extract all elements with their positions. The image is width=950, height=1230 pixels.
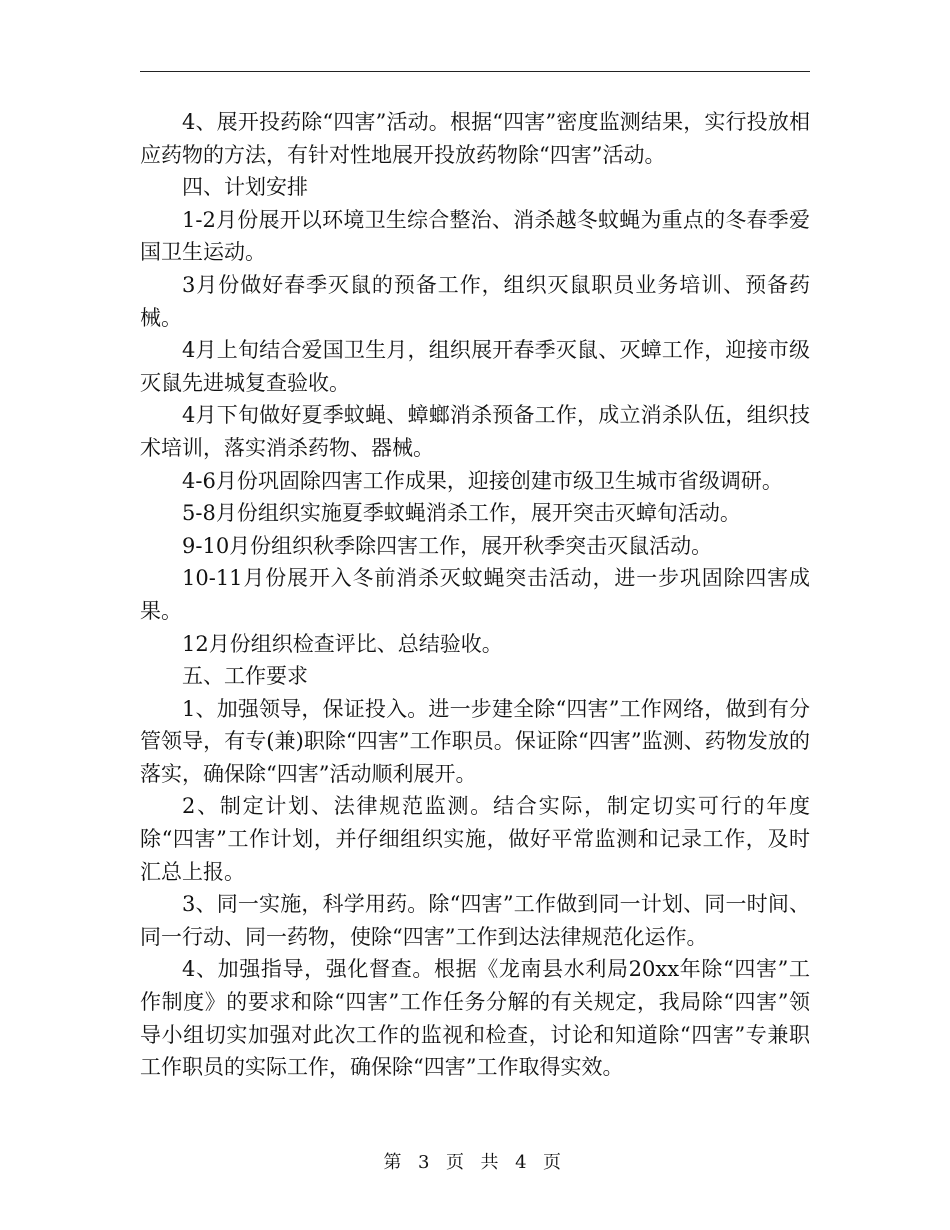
section-heading-requirements: 五、工作要求 (182, 664, 308, 689)
paragraph-1: 4、展开投药除“四害”活动。根据“四害”密度监测结果，实行投放相应药物的方法，有针对性地展开投放药物除“四害”活动。 (140, 110, 810, 167)
paragraph-5: 4月上旬结合爱国卫生月，组织展开春季灭鼠、灭蟑工作，迎接市级灭鼠先进城复查验收。 (140, 338, 810, 395)
section-heading-plan: 四、计划安排 (182, 175, 308, 200)
paragraph-8: 5-8月份组织实施夏季蚊蝇消杀工作，展开突击灭蟑旬活动。 (182, 501, 741, 526)
header-rule (140, 71, 810, 72)
document-body (140, 106, 810, 1084)
paragraph-11: 12月份组织检查评比、总结验收。 (182, 631, 503, 656)
paragraph-10: 10-11月份展开入冬前消杀灭蚊蝇突击活动，进一步巩固除四害成果。 (140, 566, 810, 623)
paragraph-16: 4、加强指导，强化督查。根据《龙南县水利局20xx年除“四害”工作制度》的要求和除“四害”工作任务分解的有关规定，我局除“四害”领导小组切实加强对此次工作的监视和检查，讨论和知道除“四害”专兼职工作职员的实际工作，确保除“四害”工作取得实效。 (140, 957, 810, 1080)
paragraph-6: 4月下旬做好夏季蚊蝇、蟑螂消杀预备工作，成立消杀队伍，组织技术培训，落实消杀药物、器械。 (140, 403, 810, 460)
paragraph-15: 3、同一实施，科学用药。除“四害”工作做到同一计划、同一时间、同一行动、同一药物，使除“四害”工作到达法律规范化运作。 (140, 892, 810, 949)
paragraph-7: 4-6月份巩固除四害工作成果，迎接创建市级卫生城市省级调研。 (182, 468, 783, 493)
paragraph-9: 9-10月份组织秋季除四害工作，展开秋季突击灭鼠活动。 (182, 533, 713, 558)
paragraph-14: 2、制定计划、法律规范监测。结合实际，制定切实可行的年度除“四害”工作计划，并仔细组织实施，做好平常监测和记录工作，及时汇总上报。 (140, 794, 810, 884)
paragraph-13: 1、加强领导，保证投入。进一步建全除“四害”工作网络，做到有分管领导，有专(兼)职除“四害”工作职员。保证除“四害”监测、药物发放的落实，确保除“四害”活动顺利展开。 (140, 696, 810, 786)
page-number: 第 3 页 共 4 页 (383, 1152, 567, 1173)
paragraph-4: 3月份做好春季灭鼠的预备工作，组织灭鼠职员业务培训、预备药械。 (140, 272, 810, 330)
paragraph-3: 1-2月份展开以环境卫生综合整治、消杀越冬蚊蝇为重点的冬春季爱国卫生运动。 (140, 207, 810, 265)
